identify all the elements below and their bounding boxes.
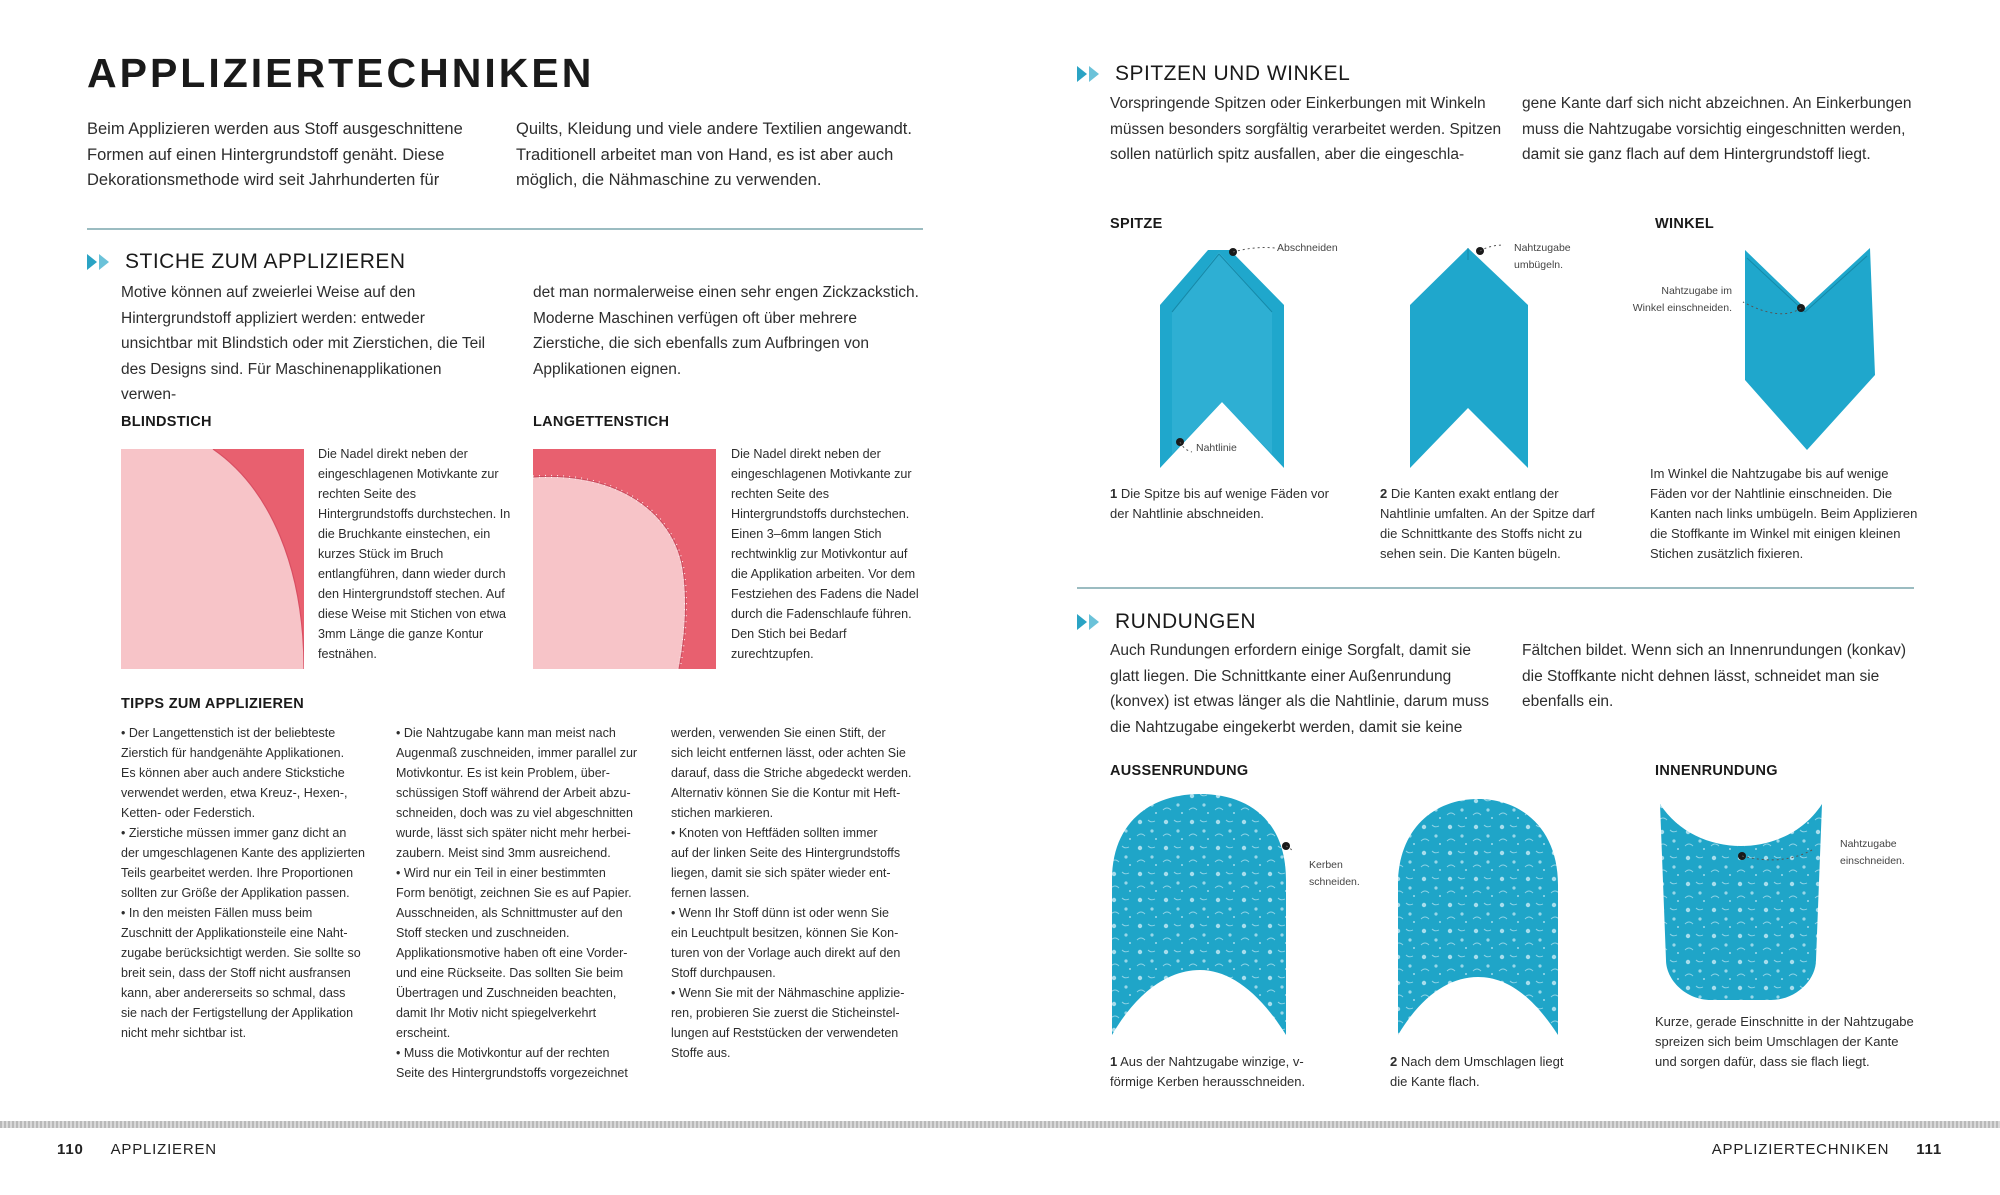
section-stiche-heading xyxy=(87,250,406,274)
spitze-label: SPITZE xyxy=(1110,216,1163,232)
tipps-col3: werden, verwenden Sie einen Stift, der sich leicht entfernen lässt, oder achten Sie darauf, dass die Striche abgedeckt werden. Alternativ können Sie die Kontur mit Heft- stichen markieren. • Knoten von Heftfäden sollten immer auf der linken Seite des Hintergrundstoffs liegen, damit sie sich später wieder ent- fernen lassen. • Wenn Ihr Stoff dünn ist oder wenn Sie ein Leuchtpult besitzen, können Sie Kon- turen von der Vorlage auch direkt auf den Stoff durchpausen. • Wenn Sie mit der Nähmaschine applizie- ren, probieren Sie zuerst die Sticheinstel- lungen auf Reststücken der verwendeten Stoffe aus. xyxy=(671,726,912,1060)
annotation-line: einschneiden. xyxy=(1840,855,1905,867)
annotation-line: umbügeln. xyxy=(1514,259,1564,271)
step-number: 1 xyxy=(1110,486,1118,501)
blindstich-label: BLINDSTICH xyxy=(121,414,212,430)
double-arrow-icon xyxy=(87,254,117,270)
section-rundungen-heading xyxy=(1077,610,1256,634)
aussenrundung-step2-image xyxy=(1392,795,1562,1040)
step-number: 2 xyxy=(1390,1054,1398,1069)
step-number: 2 xyxy=(1380,486,1388,501)
innenrundung-label: INNENRUNDUNG xyxy=(1655,763,1778,779)
step-text: Die Spitze bis auf wenige Fäden vor der Nahtlinie abschneiden. xyxy=(1110,486,1329,521)
aussenrundung-step1-caption xyxy=(1110,1052,1340,1092)
rundungen-col1: Auch Rundungen erfordern einige Sorgfalt, damit sie glatt liegen. Die Schnittkante einer Außenrundung (konvex) ist etwas länger als die Nahtlinie, darum muss die Nahtzugabe eingekerbt werden, damit sie keine xyxy=(1110,642,1490,736)
footer-bar xyxy=(0,1121,2000,1128)
section-title: RUNDUNGEN xyxy=(1115,610,1256,633)
aussenrundung-step1-image xyxy=(1108,790,1293,1040)
tipps-col1: • Der Langettenstich ist der beliebteste Zierstich für handgenähte Applikationen. Es können aber auch andere Stickstiche verwendet werden, etwa Kreuz-, Hexen-, Ketten- oder Federstich. • Zierstiche müssen immer ganz dicht an der umgeschlagenen Kante des applizierten Teils gearbeitet werden. Ihre Proportionen sollten zur Größe der Applikation passen. • In den meisten Fällen muss beim Zuschnitt der Applikationsteile eine Naht- zugabe berücksichtigt werden. Sie sollte so breit sein, dass der Stoff nicht ausfransen kann, aber andererseits so schmal, dass sie nach der Fertigstellung der Applikation nicht mehr sichtbar ist. xyxy=(121,726,365,1040)
annotation-line: Nahtzugabe im xyxy=(1661,285,1732,297)
tipps-col2: • Die Nahtzugabe kann man meist nach Augenmaß zuschneiden, immer parallel zur Motivkontur. Es ist kein Problem, über- schüssigen Stoff während der Arbeit abzu- schneiden, doch was zu viel abgeschnitten wurde, lässt sich später nicht mehr herbei- zaubern. Meist sind 3mm ausreichend. • Wird nur ein Teil in einer bestimmten Form benötigt, zeichnen Sie es auf Papier. Ausschneiden, als Schnittmuster auf den Stoff stecken und zuschneiden. Applikationsmotive haben oft eine Vorder- und eine Rückseite. Das sollten Sie beim Übertragen und Zuschneiden beachten, damit Ihr Motiv nicht spiegelverkehrt erscheint. • Muss die Motivkontur auf der rechten Seite des Hintergrundstoffs vorgezeichnet xyxy=(396,726,638,1080)
step-text: Aus der Nahtzugabe winzige, v-förmige Kerben herausschneiden. xyxy=(1110,1054,1306,1089)
rundungen-col2: Fältchen bildet. Wenn sich an Innenrundungen (konkav) die Stoffkante nicht dehnen lässt, schneidet man sie ebenfalls ein. xyxy=(1522,642,1907,710)
spitze-step1-caption xyxy=(1110,484,1345,524)
divider-rule xyxy=(87,228,923,230)
section-title: STICHE ZUM APPLIZIEREN xyxy=(125,250,406,273)
annotation-einschneiden xyxy=(1840,836,1905,870)
footer-left-text: APPLIZIEREN xyxy=(110,1141,217,1158)
annotation-abschneiden: Abschneiden xyxy=(1277,242,1338,254)
step-number: 1 xyxy=(1110,1054,1118,1069)
aussenrundung-step2-caption xyxy=(1390,1052,1575,1092)
page-number-left: 110 xyxy=(57,1141,84,1158)
spitze-step2-image xyxy=(1400,240,1550,475)
divider-rule xyxy=(1077,587,1914,589)
annotation-winkel xyxy=(1626,283,1732,317)
annotation-nahtlinie: Nahtlinie xyxy=(1196,442,1237,454)
page-number-right: 111 xyxy=(1916,1141,1942,1158)
page-title: APPLIZIERTECHNIKEN xyxy=(87,50,595,96)
annotation-line: Winkel einschneiden. xyxy=(1632,302,1732,314)
blindstich-text: Die Nadel direkt neben der eingeschlagenen Motivkante zur rechten Seite des Hintergrundstoffs durchstechen. In die Bruchkante einstechen, ein kurzes Stück im Bruch entlangführen, dann wieder durch den Hintergrundstoff stechen. Auf diese Weise mit Stichen von etwa 3mm Länge die ganze Kontur festnähen. xyxy=(318,447,511,661)
footer-right xyxy=(1712,1141,1942,1158)
langettenstich-label: LANGETTENSTICH xyxy=(533,414,670,430)
double-arrow-icon xyxy=(1077,614,1107,630)
footer-right-text: APPLIZIERTECHNIKEN xyxy=(1711,1141,1890,1158)
stiche-col1: Motive können auf zweierlei Weise auf den Hintergrundstoff appliziert werden: entweder unsichtbar mit Blindstich oder mit Zierstichen, die Teil des Designs sind. Für Maschinenapplikationen verwen- xyxy=(121,284,486,403)
annotation-umbuegeln xyxy=(1514,240,1571,274)
footer-left xyxy=(57,1141,217,1158)
blindstich-image xyxy=(121,449,304,669)
winkel-image xyxy=(1735,240,1885,455)
langettenstich-text: Die Nadel direkt neben der eingeschlagenen Motivkante zur rechten Seite des Hintergrundstoffs durchstechen. Einen 3–6mm langen Stich rechtwinklig zur Motivkontur auf die Applikation arbeiten. Vor dem Festziehen des Fadens die Nadel durch die Fadenschlaufe führen. Den Stich bei Bedarf zurechtzupfen. xyxy=(731,447,919,661)
winkel-caption: Im Winkel die Nahtzugabe bis auf wenige Fäden vor der Nahtlinie einschneiden. Die Kanten nach links umbügeln. Beim Applizieren die Stoffkante im Winkel mit einigen kleinen Stichen zusätzlich fixieren. xyxy=(1650,466,1918,561)
intro-col2: Quilts, Kleidung und viele andere Textilien angewandt. Traditionell arbeitet man von Hand, es ist aber auch möglich, die Nähmaschine zu verwenden. xyxy=(516,120,912,189)
step-text: Die Kanten exakt entlang der Nahtlinie umfalten. An der Spitze darf die Schnittkante des Stoffs nicht zu sehen sein. Die Kanten bügeln. xyxy=(1380,486,1595,561)
annotation-line: Nahtzugabe xyxy=(1840,838,1897,850)
annotation-line: Nahtzugabe xyxy=(1514,242,1571,254)
section-title: SPITZEN UND WINKEL xyxy=(1115,62,1351,85)
double-arrow-icon xyxy=(1077,66,1107,82)
winkel-label: WINKEL xyxy=(1655,216,1714,232)
annotation-line: Kerben xyxy=(1309,859,1343,871)
spitze-step2-caption xyxy=(1380,484,1605,564)
tipps-label: TIPPS ZUM APPLIZIEREN xyxy=(121,696,304,712)
aussenrundung-label: AUSSENRUNDUNG xyxy=(1110,763,1249,779)
annotation-kerben xyxy=(1309,857,1360,891)
spitzen-col2: gene Kante darf sich nicht abzeichnen. An Einkerbungen muss die Nahtzugabe vorsichtig eingeschnitten werden, damit sie ganz flach auf dem Hintergrundstoff liegt. xyxy=(1522,95,1912,163)
section-spitzen-heading xyxy=(1077,62,1350,86)
annotation-line: schneiden. xyxy=(1309,876,1360,888)
step-text: Nach dem Umschlagen liegt die Kante flach. xyxy=(1390,1054,1564,1089)
spitzen-col1: Vorspringende Spitzen oder Einkerbungen mit Winkeln müssen besonders sorgfältig verarbeitet werden. Spitzen sollen natürlich spitz ausfallen, aber die eingeschla- xyxy=(1110,95,1502,163)
intro-col1: Beim Applizieren werden aus Stoff ausgeschnittene Formen auf einen Hintergrundstoff genäht. Diese Dekorationsmethode wird seit Jahrhunderten für xyxy=(87,120,463,189)
innenrundung-image xyxy=(1656,800,1826,1005)
innenrundung-caption: Kurze, gerade Einschnitte in der Nahtzugabe spreizen sich beim Umschlagen der Kante und sorgen dafür, dass sie flach liegt. xyxy=(1655,1014,1914,1069)
langettenstich-image xyxy=(533,449,716,669)
stiche-col2: det man normalerweise einen sehr engen Zickzackstich. Moderne Maschinen verfügen oft über mehrere Zierstiche, die sich ebenfalls zum Aufbringen von Applikationen eignen. xyxy=(533,284,919,378)
